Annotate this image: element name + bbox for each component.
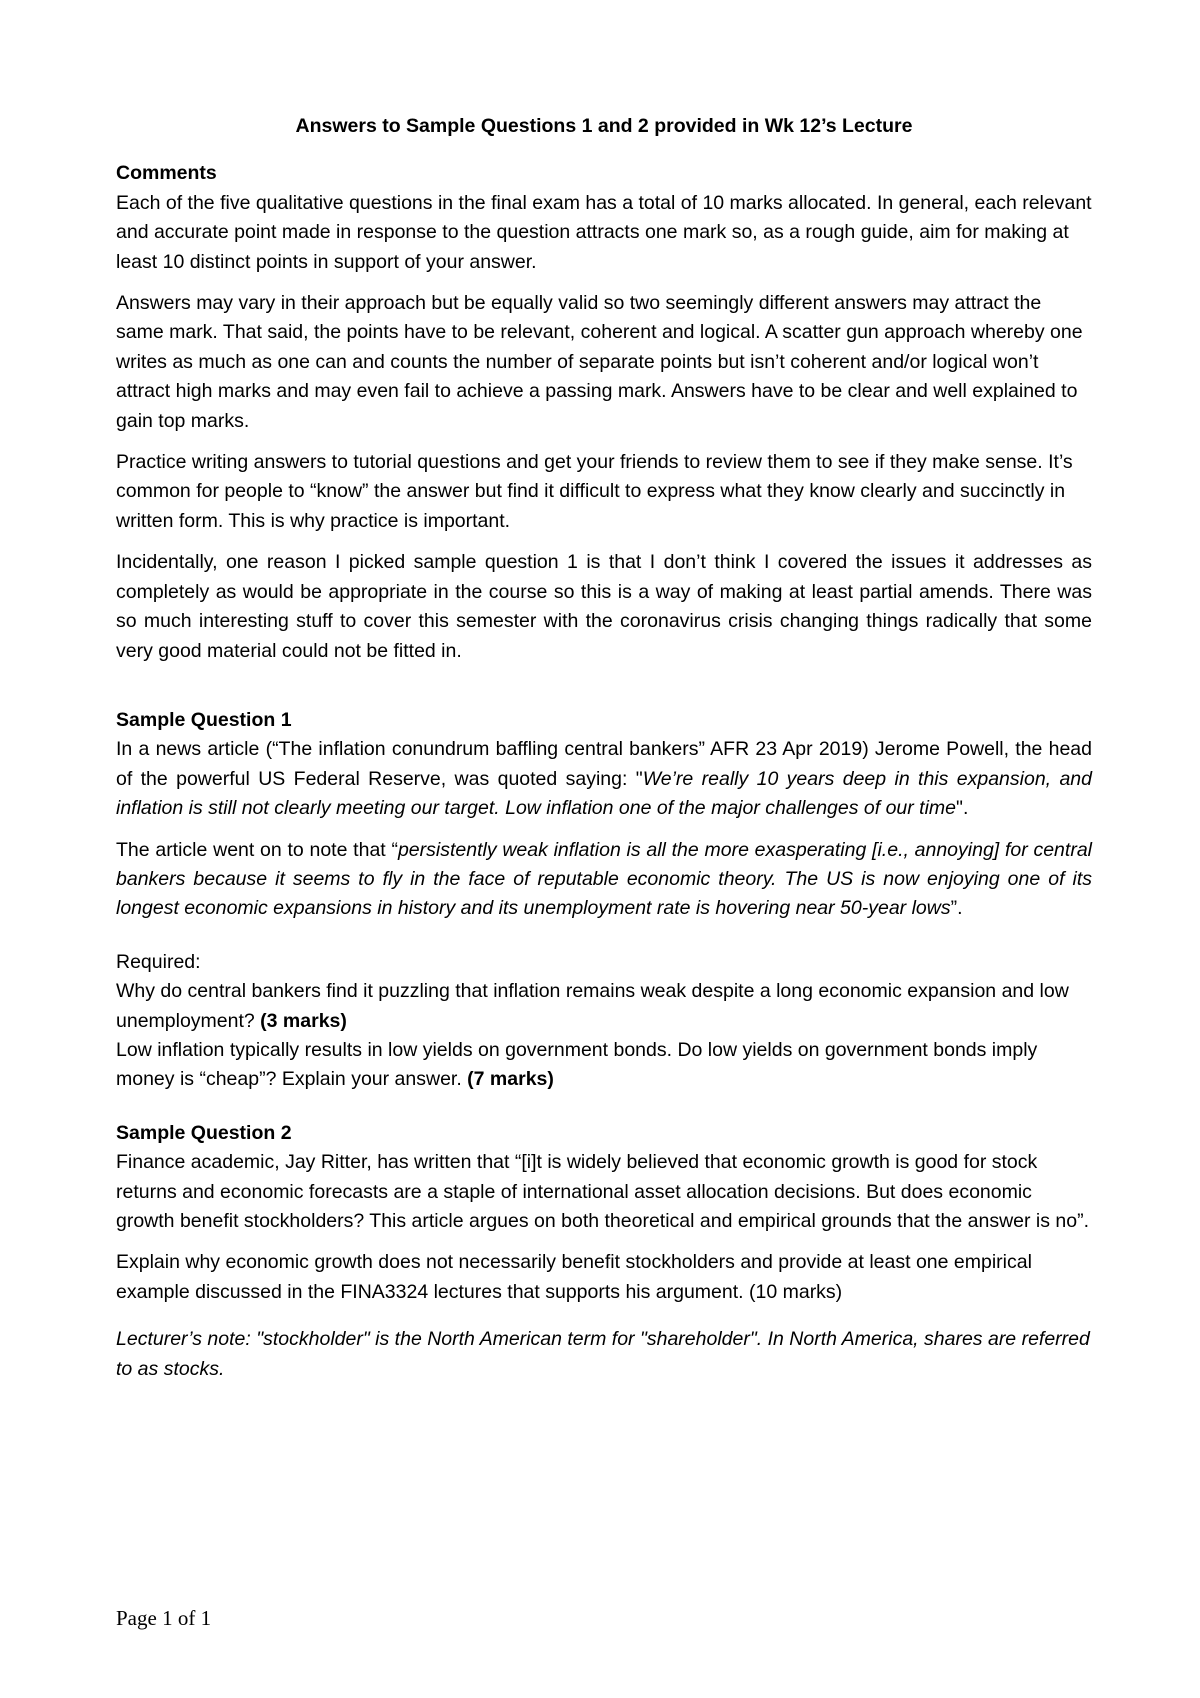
sample-question-1-paragraph-1 (116, 735, 1092, 823)
q1-powell-quote: We’re really 10 years deep in this expansion, and inflation is still not clearly meeting our target. Low inflation one of the major challenges of our time (116, 767, 1092, 820)
sample-question-2-paragraph-2: Explain why economic growth does not necessarily benefit stockholders and provide at least one empirical example discussed in the FINA3324 lectures that supports his argument. (10 marks) (116, 1251, 1032, 1303)
comments-heading: Comments (116, 162, 217, 185)
sample-question-2-paragraph-1: Finance academic, Jay Ritter, has written that “[i]t is widely believed that economic growth is good for stock returns and economic forecasts are a staple of international asset allocation decisions. But does economic growth benefit stockholders? This article argues on both theoretical and empirical grounds that the answer is no”. (116, 1151, 1090, 1232)
required-item-1-text: Why do central bankers find it puzzling that inflation remains weak despite a long economic expansion and low unemployment? (116, 980, 1069, 1032)
comments-paragraph-4: Incidentally, one reason I picked sample question 1 is that I don’t think I covered the issues it addresses as completely as would be appropriate in the course so this is a way of making at least partial amends. There was so much interesting stuff to cover this semester with the coronavirus crisis changing things radically that some very good material could not be fitted in. (116, 551, 1092, 662)
required-item-1-marks: (3 marks) (260, 1009, 347, 1032)
required-item-2 (116, 1036, 1092, 1095)
sample-question-1-heading: Sample Question 1 (116, 708, 292, 731)
q1-article-quote: persistently weak inflation is all the more exasperating [i.e., annoying] for central bankers because it seems to fly in the face of reputable economic theory. The US is now enjoying one of its longest economic expansions in history and its unemployment rate is hovering near 50-year lows (116, 838, 1092, 920)
required-label: Required: (116, 950, 201, 973)
q1-article-end: ”. (950, 897, 963, 920)
required-item-1 (116, 977, 1092, 1036)
sample-question-2-heading: Sample Question 2 (116, 1121, 292, 1144)
comments-paragraph-2: Answers may vary in their approach but be equally valid so two seemingly different answers may attract the same mark. That said, the points have to be relevant, coherent and logical. A scatter gun approach whereby one writes as much as one can and counts the number of separate points but isn’t coherent and/or logical won’t attract high marks and may even fail to achieve a passing mark. Answers have to be clear and well explained to gain top marks. (116, 292, 1083, 432)
comments-paragraph-3: Practice writing answers to tutorial questions and get your friends to review them to see if they make sense. It’s common for people to “know” the answer but find it difficult to express what they know clearly and succinctly in written form. This is why practice is important. (116, 451, 1073, 532)
q1-article-lead: The article went on to note that “ (116, 838, 398, 861)
q1-quote-end: ". (956, 797, 969, 820)
comments-paragraph-1: Each of the five qualitative questions in the final exam has a total of 10 marks allocated. In general, each relevant and accurate point made in response to the question attracts one mark so, as a rough guide, aim for making at least 10 distinct points in support of your answer. (116, 191, 1092, 273)
required-item-2-text: Low inflation typically results in low yields on government bonds. Do low yields on government bonds imply money is “cheap”? Explain your answer. (116, 1038, 1038, 1091)
document-body (116, 112, 1092, 1396)
required-item-2-marks: (7 marks) (467, 1068, 554, 1091)
sample-question-1-paragraph-2 (116, 836, 1092, 924)
lecturer-note-text: Lecturer’s note: "stockholder" is the North American term for "shareholder". In North America, shares are referred to as stocks. (116, 1328, 1090, 1380)
page-number: Page 1 of 1 (116, 1606, 212, 1630)
q1-quote-lead: In a news article (“The inflation conundrum baffling central bankers” AFR 23 Apr 2019) Jerome Powell, the head of the powerful US Federal Reserve, was quoted saying: " (116, 738, 1092, 790)
lecturer-note (116, 1325, 1092, 1384)
document-title: Answers to Sample Questions 1 and 2 provided in Wk 12’s Lecture (295, 115, 913, 137)
